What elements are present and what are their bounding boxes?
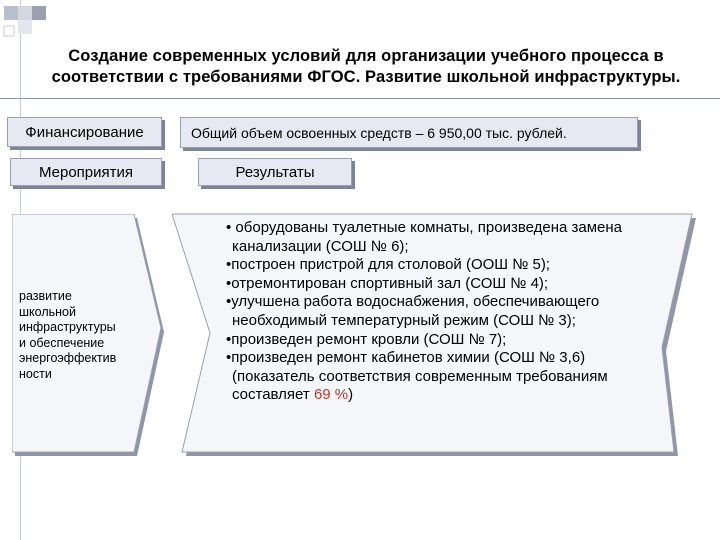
activities-header-box [10, 158, 162, 186]
slide-title [16, 46, 716, 88]
corner-squares-decoration [0, 0, 60, 45]
activities-header: Мероприятия [38, 163, 134, 181]
financing-value-box [180, 117, 638, 148]
activity-line: развитие [19, 289, 72, 303]
title-line-2: соответствии с требованиями ФГОС. Развитие школьной инфраструктуры. [51, 68, 681, 86]
result-item: •произведен ремонт кровли (СОШ № 7); [226, 330, 507, 348]
result-item-closing: ) [348, 386, 354, 404]
financing-label: Финансирование [25, 123, 144, 141]
result-item: • оборудованы туалетные комнаты, произведена замена канализации (СОШ № 6); [226, 219, 623, 255]
activity-line: энергоэффектив [19, 351, 117, 365]
activity-text [19, 289, 139, 382]
result-item [222, 349, 662, 405]
activity-line: инфраструктуры [19, 320, 116, 334]
activity-line: школьной [19, 304, 76, 319]
result-item: •улучшена работа водоснабжения, обеспечивающего необходимый температурный режим (СОШ № 3); [226, 293, 600, 329]
financing-label-box [7, 117, 162, 147]
results-list [222, 219, 662, 405]
title-divider [0, 98, 720, 99]
result-item-text: •произведен ремонт кабинетов химии (СОШ № 3,6) (показатель соответствия современным требованиям составляет [226, 349, 608, 404]
financing-value: Общий объем освоенных средств – 6 950,00 тыс. рублей. [191, 124, 567, 141]
activity-line: ности [19, 366, 52, 381]
results-header: Результаты [235, 163, 315, 181]
title-line-1: Создание современных условий для организации учебного процесса в [68, 47, 664, 65]
activity-line: и обеспечение [19, 335, 105, 350]
compliance-percentage: 69 % [313, 386, 349, 404]
result-item: •построен пристрой для столовой (ООШ № 5); [226, 256, 550, 274]
result-item: •отремонтирован спортивный зал (СОШ № 4); [226, 274, 549, 292]
results-header-box [198, 158, 352, 186]
